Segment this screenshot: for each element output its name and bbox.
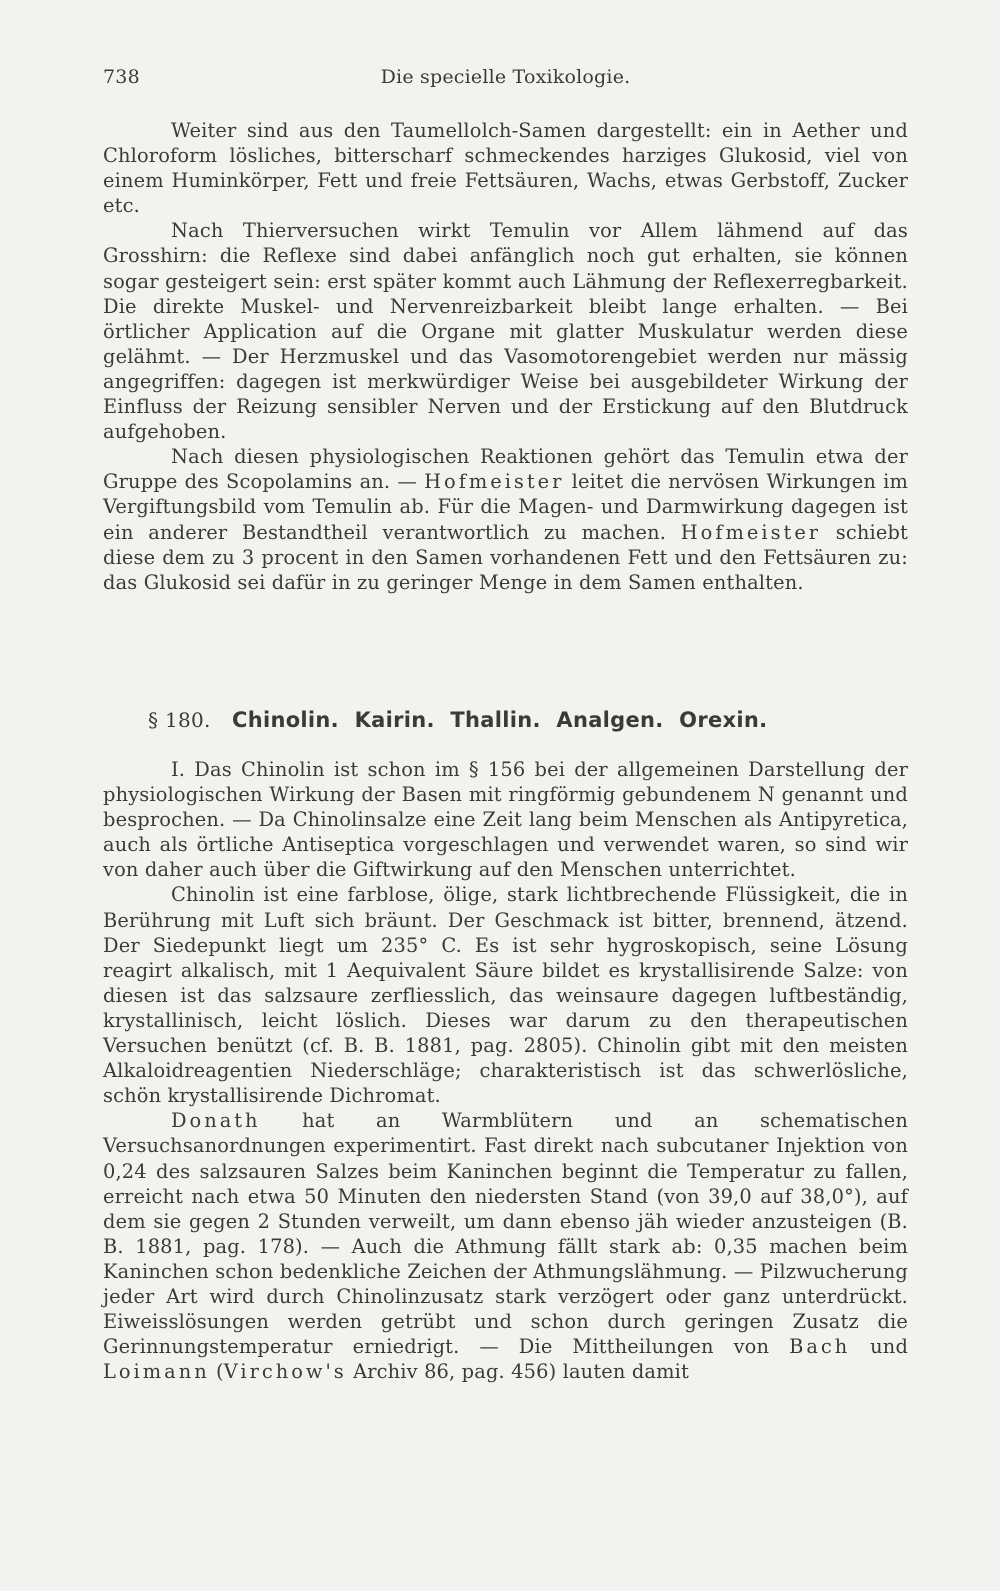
text-run: leitet die nervösen Wirkungen im Vergiftungsbild vom Temulin ab. Für die Magen- und Darmwirkung dagegen ist ein anderer Bestandtheil verantwortlich zu machen.: [103, 470, 909, 544]
text-run: Nach Thierversuchen wirkt Temulin vor Allem lähmend auf das Grosshirn: die Reflexe sind dabei anfänglich noch gut erhalten, sie können sogar gesteigert sein: erst später kommt auch Lähmung der Reflexerregbarkeit. Die direkte Muskel- und Nervenreizbarkeit bleibt lange erhalten. — Bei örtlicher Application auf die Organe mit glatter Muskulatur werden diese gelähmt. — Der Herzmuskel und das Vasomotorengebiet werden nur mässig angegriffen: dagegen ist merkwürdiger Weise bei ausgebildeter Wirkung der Einfluss der Reizung sensibler Nerven und der Erstickung auf den Blutdruck aufgehoben.: [103, 219, 908, 444]
text-run: Chinolin ist eine farblose, ölige, stark lichtbrechende Flüssigkeit, die in Berührung mit Luft sich bräunt. Der Geschmack ist bitter, brennend, ätzend. Der Siedepunkt liegt um 235° C. Es ist sehr hygroskopisch, seine Lösung reagirt alkalisch, mit 1 Aequivalent Säure bildet es krystallisirende Salze: von diesen ist das salzsaure zerfliesslich, das weinsaure dagegen luftbeständig, krystallinisch, leicht löslich. Dieses war darum zu den therapeutischen Versuchen benützt (cf. B. B. 1881, pag. 2805). Chinolin gibt mit den meisten Alkaloidreagentien Niederschläge; charakteristisch ist das schwerlösliche, schön krystallisirende Dichromat.: [103, 883, 908, 1108]
spaced-name: Loimann: [103, 1360, 210, 1384]
text-run: Archiv 86, pag. 456) lauten damit: [346, 1360, 689, 1384]
spaced-name: Bach: [789, 1335, 851, 1359]
paragraph: [103, 757, 908, 882]
text-block-bottom: [103, 757, 908, 1384]
paragraph: [103, 118, 908, 218]
section-heading: [148, 708, 908, 733]
paragraph: [103, 882, 908, 1108]
section-title: Chinolin. Kairin. Thallin. Analgen. Orexin.: [232, 708, 768, 732]
spaced-name: Donath: [171, 1109, 261, 1133]
spaced-name: Hofmeister: [424, 470, 565, 494]
paragraph: [103, 444, 908, 595]
text-run: hat an Warmblütern und an schematischen Versuchsanordnungen experimentirt. Fast direkt nach subcutaner Injektion von 0,24 des salzsauren Salzes beim Kaninchen beginnt die Temperatur zu fallen, erreicht nach etwa 50 Minuten den niedersten Stand (von 39,0 auf 38,0°), auf dem sie gegen 2 Stunden verweilt, um dann ebenso jäh wieder anzusteigen (B. B. 1881, pag. 178). — Auch die Athmung fällt stark ab: 0,35 machen beim Kaninchen schon bedenkliche Zeichen der Athmungslähmung. — Pilzwucherung jeder Art wird durch Chinolinzusatz stark verzögert oder ganz unterdrückt. Eiweisslösungen werden getrübt und schon durch geringen Zusatz die Gerinnungstemperatur erniedrigt. — Die Mittheilungen von: [103, 1109, 908, 1359]
page-number: 738: [103, 66, 140, 88]
text-run: Weiter sind aus den Taumellolch-Samen dargestellt: ein in Aether und Chloroform lösliches, bitterscharf schmeckendes harziges Glukosid, viel von einem Huminkörper, Fett und freie Fettsäuren, Wachs, etwas Gerbstoff, Zucker etc.: [103, 119, 908, 218]
text-run: I. Das Chinolin ist schon im § 156 bei der allgemeinen Darstellung der physiologischen Wirkung der Basen mit ringförmig gebundenem N genannt und besprochen. — Da Chinolinsalze eine Zeit lang beim Menschen als Antipyretica, auch als örtliche Antiseptica vorgeschlagen und verwendet waren, so sind wir von daher auch über die Giftwirkung auf den Menschen unterrichtet.: [103, 758, 908, 882]
spaced-name: Hofmeister: [680, 520, 822, 544]
text-run: (: [209, 1360, 224, 1384]
paragraph: [103, 1108, 908, 1384]
page-header: [103, 66, 908, 96]
running-title: Die specielle Toxikologie.: [380, 66, 631, 88]
text-block-top: [103, 118, 908, 595]
text-run: schiebt diese dem zu 3 procent in den Samen vorhandenen Fett und den Fettsäuren zu: das Glukosid sei dafür in zu geringer Menge in dem Samen enthalten.: [103, 520, 909, 594]
text-run: und: [850, 1335, 909, 1359]
text-run: Nach diesen physiologischen Reaktionen gehört das Temulin etwa der Gruppe des Scopolamins an. —: [103, 445, 908, 494]
spaced-name: Virchow's: [223, 1360, 347, 1384]
paragraph: [103, 218, 908, 444]
section-number: § 180.: [148, 708, 211, 732]
